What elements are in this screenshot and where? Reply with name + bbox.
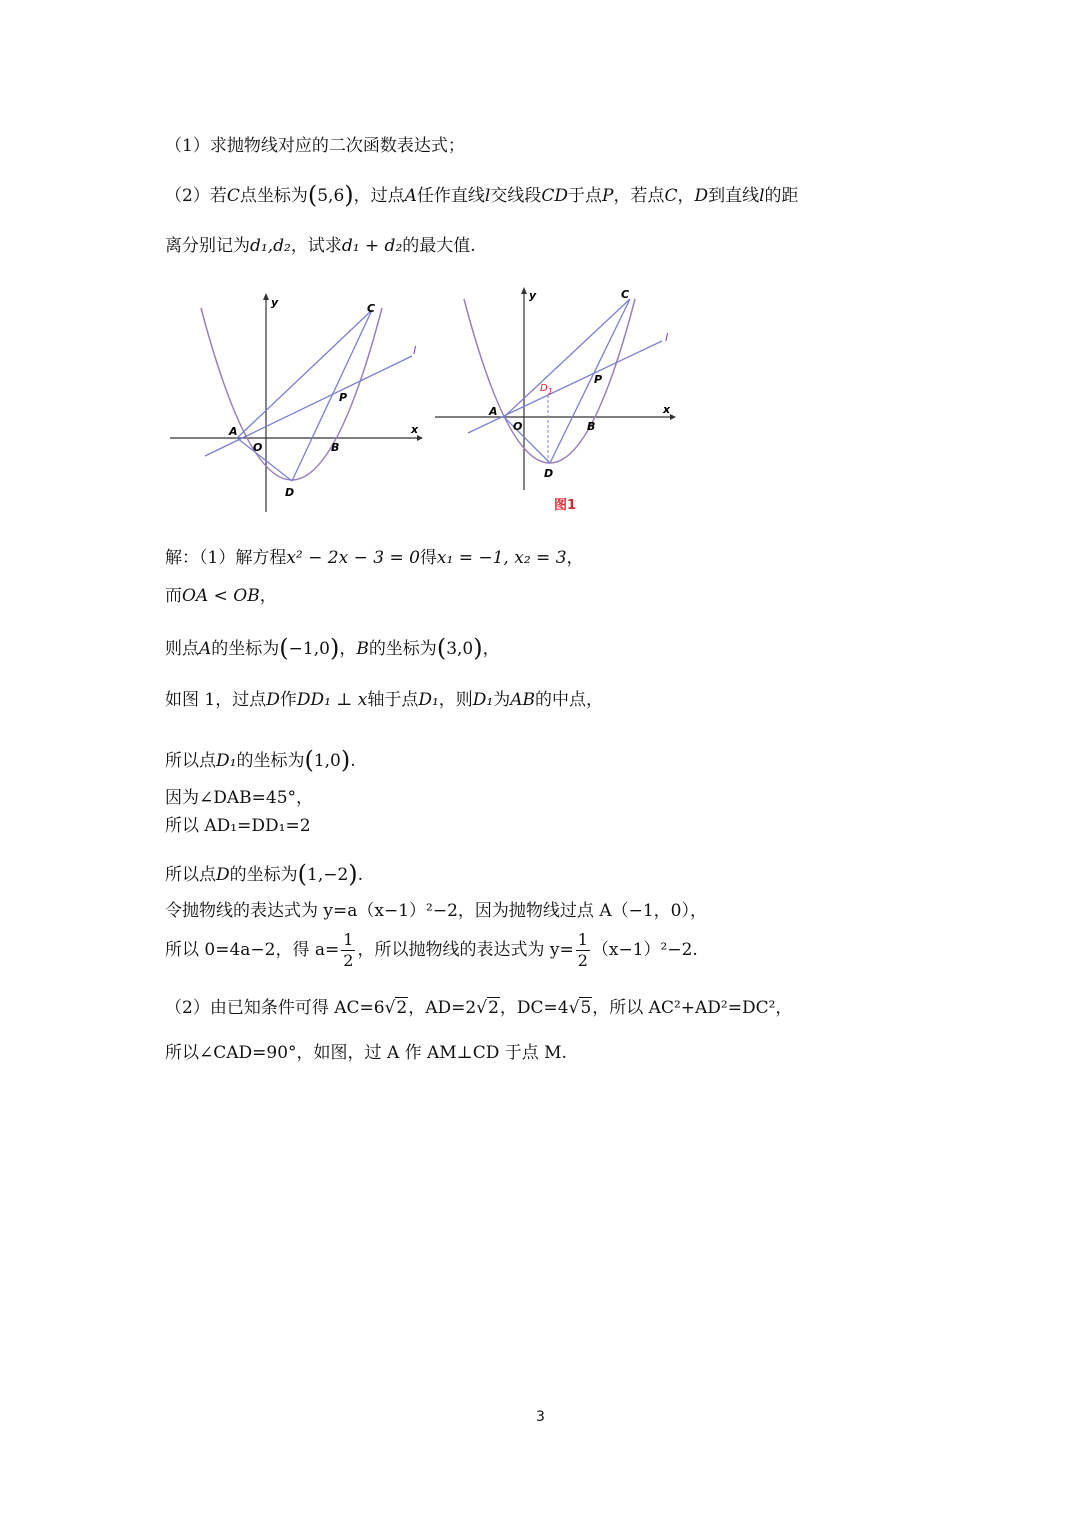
radical-1: √2 xyxy=(384,998,408,1018)
coordinate-c: 5,6 xyxy=(317,186,345,206)
label-o: O xyxy=(253,441,263,454)
question-2-line-1: （2）若C点坐标为(5,6)，过点A任作直线l交线段CD于点P，若点C，D到直线l的距 xyxy=(165,181,799,209)
roots: x₁ = −1, x₂ = 3 xyxy=(436,548,567,568)
label-b: B xyxy=(331,441,340,454)
label-y: y xyxy=(529,289,537,302)
solution-line-2: 而OA < OB， xyxy=(165,586,277,606)
label-x: x xyxy=(411,423,419,436)
figure-caption: 图1 xyxy=(554,498,577,513)
label-c: C xyxy=(621,288,630,301)
figure-left xyxy=(165,290,425,515)
y-axis-arrow-icon xyxy=(521,287,527,294)
page-number: 3 xyxy=(536,1409,545,1425)
fraction-a: $\frac{1}{2}$ xyxy=(343,930,354,970)
fraction-coef: $\frac{1}{2}$ xyxy=(577,930,588,970)
label-o: O xyxy=(513,420,523,433)
solution-line-1: 解：（1）解方程x² − 2x − 3 = 0得x₁ = −1, x₂ = 3， xyxy=(165,548,584,568)
solution-line-8: 所以点D的坐标为(1,−2). xyxy=(165,860,364,888)
label-p: P xyxy=(594,373,603,386)
label-c: C xyxy=(367,302,376,315)
solution-line-12: 所以∠CAD=90°，如图，过 A 作 AM⊥CD 于点 M. xyxy=(165,1043,567,1063)
label-d: D xyxy=(544,467,554,480)
label-l: l xyxy=(665,331,669,344)
parabola xyxy=(201,308,382,480)
label-x: x xyxy=(663,403,671,416)
x-axis-arrow-icon xyxy=(670,414,676,420)
label-y: y xyxy=(271,296,279,309)
segment-ad xyxy=(504,417,550,463)
solution-line-4: 如图 1，过点D作DD₁ ⊥ x轴于点D₁，则D₁为AB的中点， xyxy=(165,690,604,710)
label-a: A xyxy=(229,425,238,438)
solution-line-10: 所以 0=4a−2，得 a= $\frac{1}{2}$ ，所以抛物线的表达式为 y= $\frac{1}{2}$ （x−1）²−2. xyxy=(165,930,698,970)
segment-ac xyxy=(504,299,630,417)
solution-line-6: 因为∠DAB=45°， xyxy=(165,788,314,808)
label-l: l xyxy=(413,344,417,357)
solution-line-9: 令抛物线的表达式为 y=a（x−1）²−2，因为抛物线过点 A（−1，0）， xyxy=(165,901,707,921)
line-l xyxy=(468,341,662,433)
equation: x² − 2x − 3 = 0 xyxy=(286,548,420,568)
segment-cd xyxy=(550,299,630,463)
solution-line-11: （2）由已知条件可得 AC=6√2，AD=2√2，DC=4√5，所以 AC²+AD²=DC²， xyxy=(165,998,793,1018)
segment-ad xyxy=(237,438,292,481)
distance-sum: d₁ + d₂ xyxy=(341,236,403,256)
question-2-line-2: 离分别记为d₁,d₂，试求d₁ + d₂的最大值. xyxy=(165,236,476,256)
label-b: B xyxy=(587,420,596,433)
label-d: D xyxy=(285,486,295,499)
radical-3: √5 xyxy=(568,998,592,1018)
solution-line-5: 所以点D₁的坐标为(1,0). xyxy=(165,746,356,774)
segment-ac xyxy=(237,310,372,438)
label-a: A xyxy=(489,405,498,418)
radical-2: √2 xyxy=(476,998,499,1018)
distances: d₁,d₂ xyxy=(250,236,291,256)
label-p: P xyxy=(339,391,348,404)
parabola xyxy=(464,299,635,463)
solution-line-7: 所以 AD₁=DD₁=2 xyxy=(165,816,311,836)
y-axis-arrow-icon xyxy=(263,293,269,300)
solution-line-3: 则点A的坐标为(−1,0)，B的坐标为(3,0)， xyxy=(165,634,500,662)
question-1: （1）求抛物线对应的二次函数表达式； xyxy=(165,136,465,156)
segment-cd xyxy=(292,310,372,481)
label-d1: $D_1$ xyxy=(540,383,553,396)
figure-right xyxy=(432,285,682,520)
